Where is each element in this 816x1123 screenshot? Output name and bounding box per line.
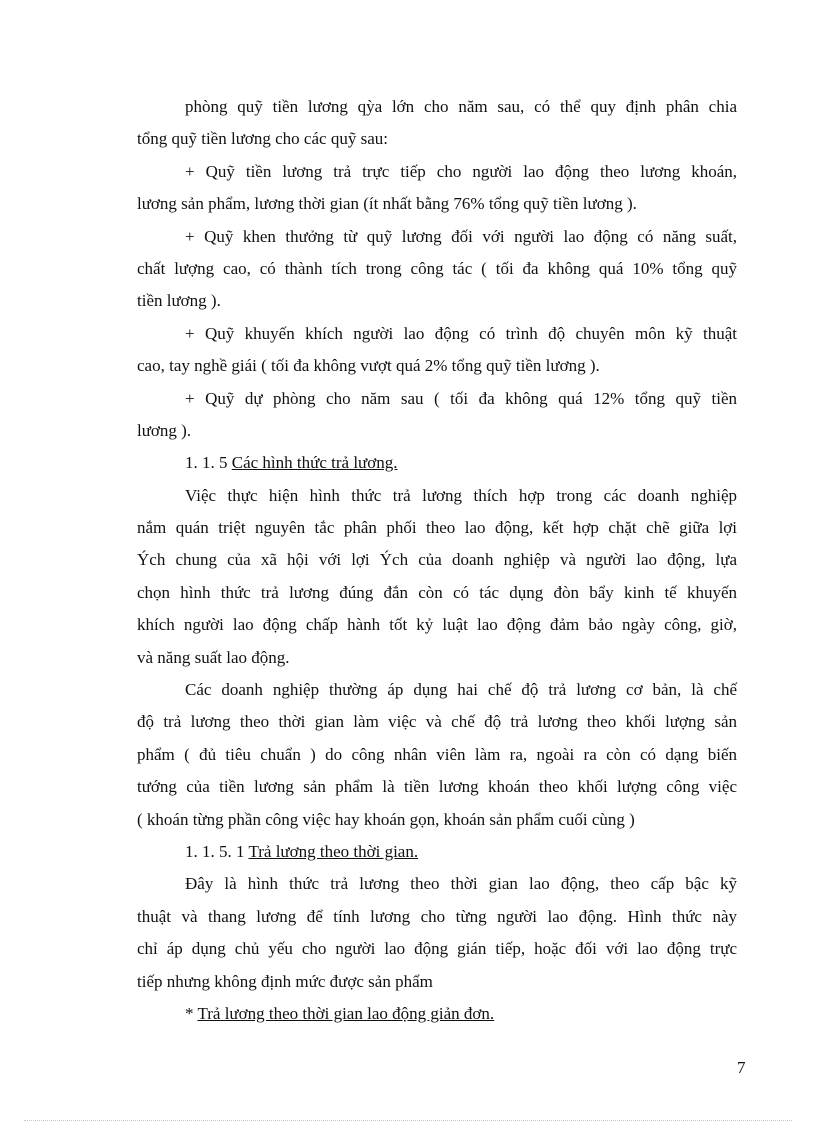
- section-heading: [137, 447, 737, 479]
- page-divider: [24, 1120, 792, 1121]
- line-text: Đây là hình thức trả lương theo thời gian lao động, theo cấp bậc kỹ: [185, 874, 737, 894]
- text-line: [137, 350, 737, 382]
- line-text: lương sản phẩm, lương thời gian (ít nhất bằng 76% tổng quỹ tiền lương ).: [137, 194, 637, 214]
- text-line: [137, 706, 737, 738]
- text-line: [137, 868, 737, 900]
- line-text: phòng quỹ tiền lương qỳa lớn cho năm sau, có thể quy định phân chia: [185, 97, 737, 116]
- heading-number: 1. 1. 5: [185, 453, 232, 473]
- text-line: [137, 771, 737, 803]
- text-line: [137, 383, 737, 415]
- line-text: Ých chung của xã hội với lợi Ých của doanh nghiệp và người lao động, lựa: [137, 550, 737, 570]
- text-line: [137, 221, 737, 253]
- text-line: [137, 156, 737, 188]
- line-text: thuật và thang lương để tính lương cho từng người lao động. Hình thức này: [137, 906, 737, 926]
- text-line: [137, 123, 737, 155]
- line-text: phẩm ( đủ tiêu chuẩn ) do công nhân viên làm ra, ngoài ra còn có dạng biến: [137, 744, 737, 764]
- text-line: [137, 674, 737, 706]
- line-text: tướng của tiền lương sản phẩm là tiền lương khoán theo khối lượng công việc: [137, 777, 737, 797]
- line-text: chọn hình thức trả lương đúng đắn còn có tác dụng đòn bẩy kinh tế khuyến: [137, 582, 737, 602]
- text-line: [137, 642, 737, 674]
- line-text: khích người lao động chấp hành tốt kỷ luật lao động đảm bảo ngày công, giờ,: [137, 615, 737, 635]
- line-text: nắm quán triệt nguyên tắc phân phối theo lao động, kết hợp chặt chẽ giữa lợi: [137, 518, 737, 538]
- line-text: chất lượng cao, có thành tích trong công tác ( tối đa không quá 10% tổng quỹ: [137, 258, 737, 278]
- text-line: [137, 609, 737, 641]
- text-line: [137, 739, 737, 771]
- line-text: chỉ áp dụng chủ yếu cho người lao động gián tiếp, hoặc đối với lao động trực: [137, 939, 737, 959]
- page-number: 7: [737, 1058, 746, 1077]
- line-text: lương ).: [137, 420, 192, 440]
- line-text: + Quỹ khen thưởng từ quỹ lương đối với người lao động có năng suất,: [185, 226, 737, 246]
- text-line: [137, 188, 737, 220]
- line-text: cao, tay nghề giái ( tối đa không vượt quá 2% tổng quỹ tiền lương ).: [137, 356, 600, 376]
- text-line: [137, 318, 737, 350]
- text-line: [137, 253, 737, 285]
- line-text: và năng suất lao động.: [137, 647, 290, 667]
- text-line: [137, 901, 737, 933]
- text-line: [137, 285, 737, 317]
- body-text: [137, 91, 737, 1030]
- line-text: Các doanh nghiệp thường áp dụng hai chế độ trả lương cơ bản, là chế: [185, 680, 737, 700]
- text-line: [137, 415, 737, 447]
- text-line: [137, 91, 737, 123]
- line-text: ( khoán từng phần công việc hay khoán gọn, khoán sản phẩm cuối cùng ): [137, 809, 635, 829]
- line-text: tiếp nhưng không định mức được sản phẩm: [137, 971, 433, 991]
- text-line: [137, 966, 737, 998]
- line-text: độ trả lương theo thời gian làm việc và chế độ trả lương theo khối lượng sản: [137, 712, 737, 732]
- text-line: [137, 933, 737, 965]
- line-text: tổng quỹ tiền lương cho các quỹ sau:: [137, 129, 388, 149]
- line-text: + Quỹ tiền lương trả trực tiếp cho người lao động theo lương khoán,: [185, 161, 737, 181]
- line-text: tiền lương ).: [137, 291, 221, 311]
- heading-text: Các hình thức trả lương.: [231, 453, 398, 473]
- line-text: + Quỹ dự phòng cho năm sau ( tối đa không quá 12% tổng quỹ tiền: [185, 388, 737, 408]
- heading-number: *: [185, 1003, 198, 1023]
- heading-text: Trả lương theo thời gian.: [248, 841, 419, 861]
- text-line: [137, 544, 737, 576]
- text-line: [137, 512, 737, 544]
- text-line: [137, 480, 737, 512]
- text-line: [137, 577, 737, 609]
- line-text: + Quỹ khuyến khích người lao động có trình độ chuyên môn kỹ thuật: [185, 323, 737, 343]
- heading-number: 1. 1. 5. 1: [185, 841, 249, 861]
- section-heading: [137, 836, 737, 868]
- section-heading: [137, 998, 737, 1030]
- line-text: Việc thực hiện hình thức trả lương thích hợp trong các doanh nghiệp: [185, 485, 737, 505]
- heading-text: Trả lương theo thời gian lao động giản đơn.: [197, 1003, 495, 1023]
- text-line: [137, 804, 737, 836]
